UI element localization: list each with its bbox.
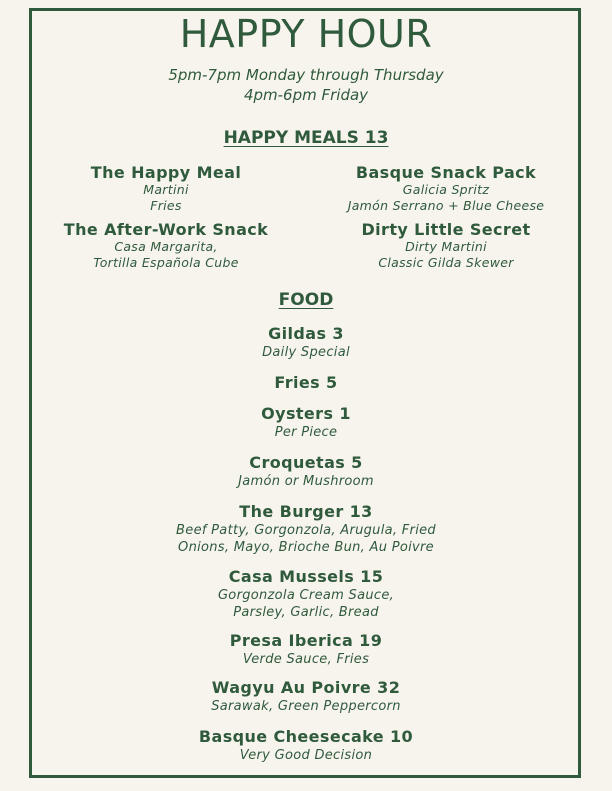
food-item-description: Parsley, Garlic, Bread xyxy=(233,605,379,620)
food-item-name: Wagyu Au Poivre 32 xyxy=(211,678,401,697)
food-item-name: Gildas 3 xyxy=(268,324,344,343)
page-title: HAPPY HOUR xyxy=(179,12,433,56)
happy-meal-line: Classic Gilda Skewer xyxy=(378,255,514,270)
happy-meal-item xyxy=(321,220,571,271)
food-item-description: Onions, Mayo, Brioche Bun, Au Poivre xyxy=(178,540,434,555)
happy-meal-line: Jamón Serrano + Blue Cheese xyxy=(347,198,545,213)
food-item-description: Per Piece xyxy=(274,425,338,440)
food-item-name: Casa Mussels 15 xyxy=(228,567,384,586)
hours-friday: 4pm-6pm Friday xyxy=(243,86,369,104)
food-item-name: Presa Iberica 19 xyxy=(229,631,383,650)
happy-meal-item xyxy=(41,220,291,271)
food-item xyxy=(0,453,612,490)
food-heading: FOOD xyxy=(278,290,334,310)
food-item xyxy=(0,567,612,621)
happy-meal-line: Dirty Martini xyxy=(405,239,487,254)
food-item-description: Daily Special xyxy=(262,345,350,360)
food-item-description: Verde Sauce, Fries xyxy=(242,652,370,667)
happy-meal-line: Martini xyxy=(143,182,189,197)
food-item xyxy=(0,727,612,764)
happy-meals-heading: HAPPY MEALS 13 xyxy=(223,128,389,148)
happy-meal-name: The After-Work Snack xyxy=(63,220,269,239)
food-item xyxy=(0,324,612,361)
food-item-name: Oysters 1 xyxy=(261,404,351,423)
food-item-name: The Burger 13 xyxy=(239,502,373,521)
food-item-name: Fries 5 xyxy=(274,373,338,392)
food-item xyxy=(0,502,612,556)
food-item-description: Beef Patty, Gorgonzola, Arugula, Fried xyxy=(176,523,436,538)
food-item-name: Croquetas 5 xyxy=(249,453,363,472)
food-item-description: Gorgonzola Cream Sauce, xyxy=(217,588,395,603)
food-item xyxy=(0,631,612,668)
happy-meal-name: The Happy Meal xyxy=(90,163,242,182)
food-item-description: Very Good Decision xyxy=(239,748,373,763)
food-item xyxy=(0,404,612,441)
happy-meal-line: Casa Margarita, xyxy=(114,239,218,254)
food-item-description: Sarawak, Green Peppercorn xyxy=(211,699,401,714)
food-item-name: Basque Cheesecake 10 xyxy=(198,727,414,746)
happy-meal-name: Basque Snack Pack xyxy=(355,163,537,182)
hours-weekdays: 5pm-7pm Monday through Thursday xyxy=(168,66,444,84)
food-item xyxy=(0,678,612,715)
happy-meal-line: Galicia Spritz xyxy=(402,182,490,197)
happy-meal-item xyxy=(41,163,291,214)
happy-meal-line: Tortilla Española Cube xyxy=(93,255,239,270)
food-item xyxy=(0,373,612,393)
food-item-description: Jamón or Mushroom xyxy=(238,474,374,489)
happy-meal-item xyxy=(321,163,571,214)
happy-meal-name: Dirty Little Secret xyxy=(361,220,531,239)
happy-meal-line: Fries xyxy=(150,198,182,213)
